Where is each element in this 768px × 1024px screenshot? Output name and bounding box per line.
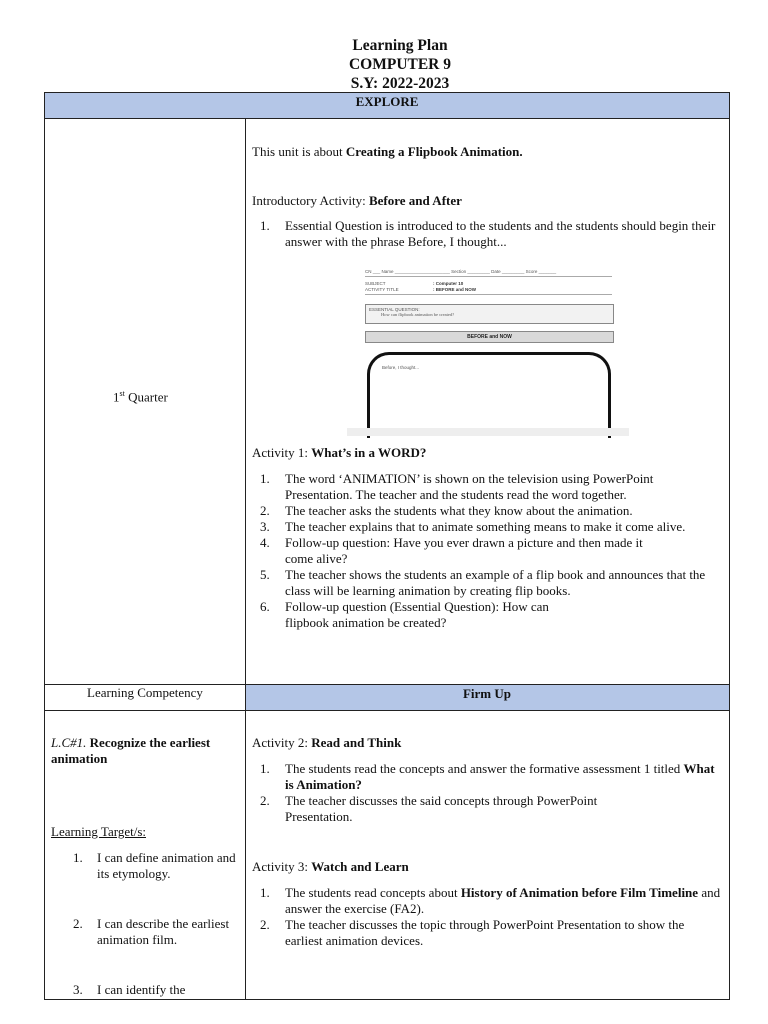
explore-heading: EXPLORE (355, 94, 419, 109)
list-item: 2. I can describe the earliest animation film. (73, 916, 230, 947)
activity3-list (252, 885, 722, 949)
competency-header: Learning Competency (87, 685, 203, 700)
targets-label: Learning Target/s: (51, 824, 146, 839)
activity3-heading: Activity 3: Watch and Learn (252, 859, 409, 874)
activity1-heading: Activity 1: What’s in a WORD? (252, 445, 427, 460)
quarter-label: 1st Quarter (113, 389, 168, 405)
list-item: 6. Follow-up question (Essential Question): How can flipbook animation be created? (260, 599, 549, 630)
worksheet-image: CN ___ Name ______________________ Section _________ Date _________ Score _______ SUBJECT : Computer 10 ACTIVITY TITLE : BEFORE and NOW ESSENTIAL QUESTION: How can flipbook animation be created? BEFORE and NOW Before, I thought... (347, 262, 629, 436)
doc-title: Learning Plan (352, 37, 448, 54)
list-item: 2. The teacher discusses the topic through PowerPoint Presentation to show the earliest animation devices. (260, 917, 685, 948)
activity1 (252, 445, 722, 631)
activity2-heading: Activity 2: Read and Think (252, 735, 402, 750)
list-item: 1. Essential Question is introduced to the students and the students should begin their answer with the phrase Before, I thought... (260, 218, 716, 249)
explore-content (252, 144, 722, 250)
list-item: 3. The teacher explains that to animate something means to make it come alive. (260, 519, 686, 534)
lc-1: L.C#1. Recognize the earliest animation (51, 735, 211, 766)
list-item: 2. The teacher discusses the said concepts through PowerPoint Presentation. (260, 793, 598, 824)
list-item: 1. I can define animation and its etymology. (73, 850, 236, 881)
list-item: 1. The students read the concepts and answer the formative assessment 1 titled What is Animation? (260, 761, 715, 792)
list-item: 3. I can identify the (73, 982, 186, 997)
intro-activity-heading: Introductory Activity: Before and After (252, 193, 462, 208)
competency-content (51, 735, 241, 998)
list-item: 5. The teacher shows the students an example of a flip book and announces that the class will be learning animation by creating flip books. (260, 567, 706, 598)
list-item: 1. The word ‘ANIMATION’ is shown on the television using PowerPoint Presentation. The teacher and the students read the word together. (260, 471, 654, 502)
list-item: 1. The students read concepts about History of Animation before Film Timeline and answer the exercise (FA2). (260, 885, 721, 916)
unit-statement: This unit is about Creating a Flipbook Animation. (252, 144, 523, 159)
activity2-list (252, 761, 722, 825)
doc-school-year: S.Y: 2022-2023 (350, 75, 450, 92)
activity1-list (252, 471, 722, 631)
list-item: 4. Follow-up question: Have you ever drawn a picture and then made it come alive? (260, 535, 643, 566)
firmup-heading: Firm Up (462, 686, 512, 701)
list-item: 2. The teacher asks the students what they know about the animation. (260, 503, 633, 518)
targets-list (51, 850, 241, 998)
intro-list (252, 218, 722, 250)
doc-subject: COMPUTER 9 (348, 56, 452, 73)
firmup-content (252, 735, 722, 949)
